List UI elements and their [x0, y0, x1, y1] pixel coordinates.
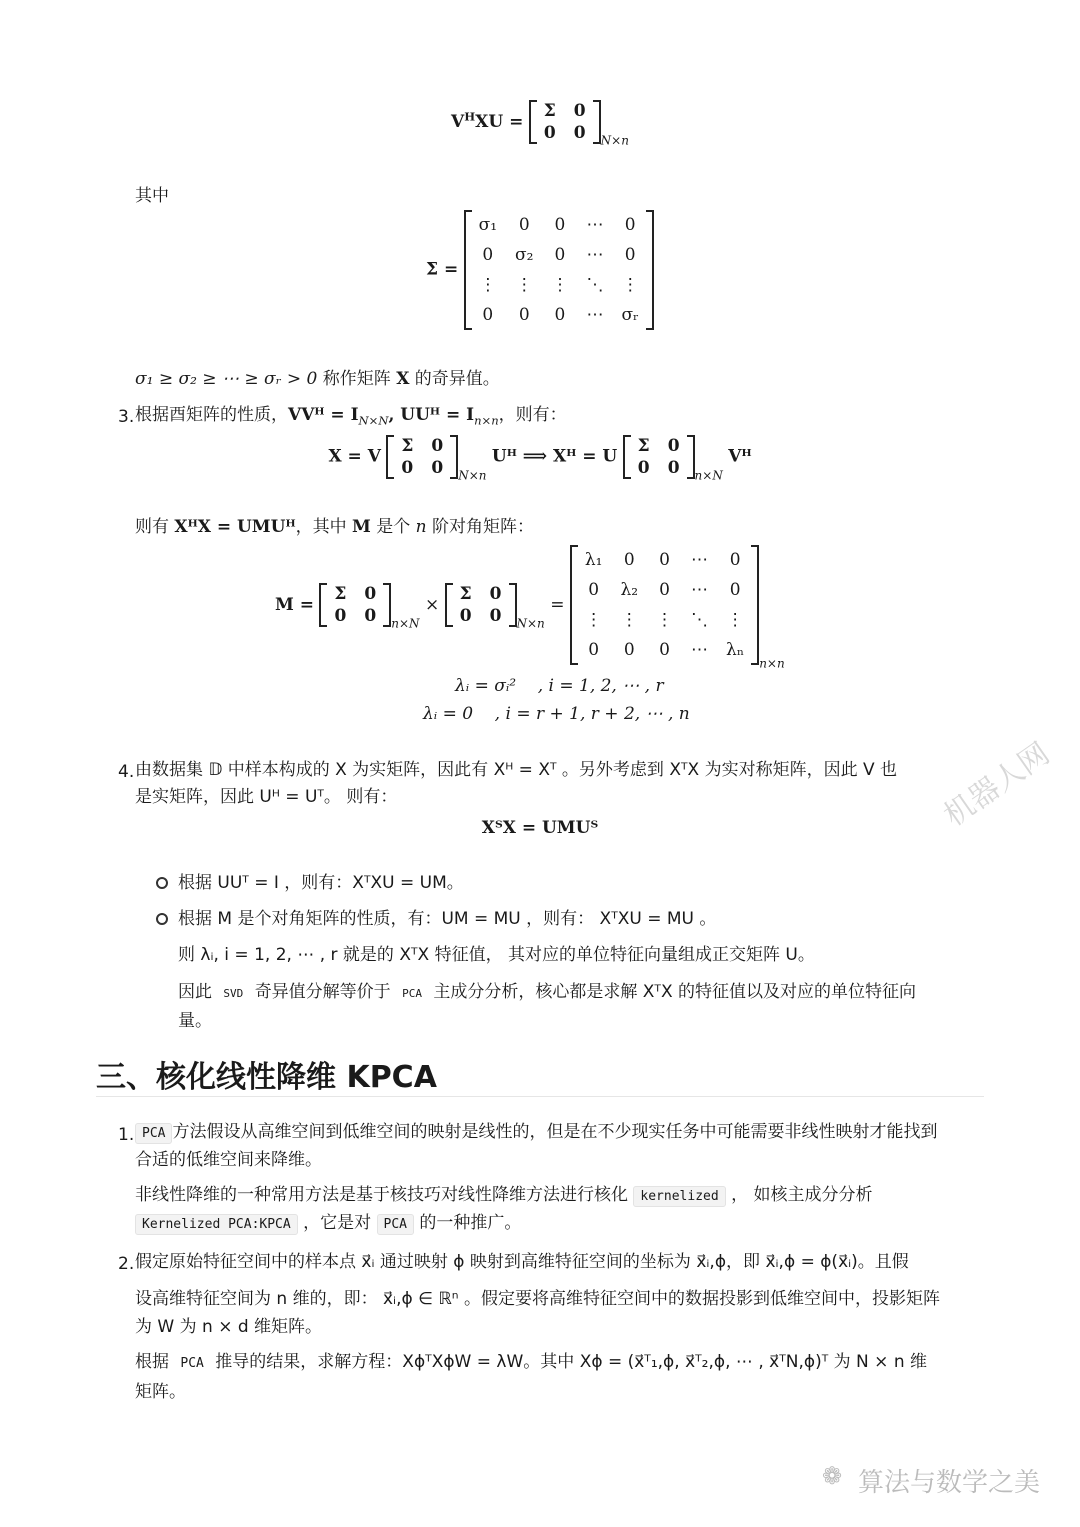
wechat-icon: ❁ [822, 1462, 843, 1490]
kpca2-line4: 根据 PCA 推导的结果，求解方程：XϕᵀXϕW = λW。其中 Xϕ = (x⃗ᵀ₁,ϕ, x⃗ᵀ₂,ϕ, ⋯ , x⃗ᵀN,ϕ)ᵀ 为 N × n 维 [135, 1352, 927, 1372]
item3-then: 则有 XᴴX = UMUᴴ，其中 M 是个 n 阶对角矩阵： [135, 517, 534, 537]
section-heading: 三、核化线性降维 KPCA [96, 1060, 437, 1095]
item4-line2: 是实矩阵，因此 Uᴴ = Uᵀ。 则有： [135, 787, 398, 807]
kpca1-line2: 合适的低维空间来降维。 [135, 1150, 322, 1170]
equation-xtx: XᵀX = UMUᵀ [481, 818, 599, 838]
where-label: 其中 [135, 186, 169, 206]
equation-vhxu: $V^HXU$ = Σ 0 0 0 $_{N\times n}$ [451, 101, 629, 148]
bullet-text-2: 根据 M 是个对角矩阵的性质，有：UM = MU ，则有： XᵀXU = MU 。 [178, 909, 717, 929]
block-matrix: Σ 0 0 0 [445, 583, 517, 627]
lambda-eq-2: λᵢ = 0 , i = r + 1, r + 2, ⋯ , n [423, 704, 690, 724]
list-number: 4. [118, 762, 135, 782]
bullet-para-2-cont: 量。 [178, 1011, 212, 1031]
singular-values-line: σ₁ ≥ σ₂ ≥ ⋯ ≥ σᵣ > 0 称作矩阵 X 的奇异值。 [135, 369, 500, 389]
equation-m: M = Σ 0 0 0 $_{n\times N}$ × Σ 0 0 0 $_{N\times n}$ = λ₁ 0 0 ⋯ 0 0 λ₂ 0 ⋯ 0 ⋮ ⋮ ⋮ ⋱ ⋮ 0 0 0 ⋯ λₙ $_{n\times n}$ [275, 545, 785, 671]
watermark-diagonal: 机器人网 [937, 736, 1057, 834]
block-matrix: Σ 0 0 0 [319, 583, 391, 627]
bullet-para-2: 因此 SVD 奇异值分解等价于 PCA 主成分分析，核心都是求解 XᵀX 的特征值以及对应的单位特征向 [178, 982, 917, 1002]
kpca2-line3: 为 W 为 n × d 维矩阵。 [135, 1317, 323, 1337]
kpca1-line3: 非线性降维的一种常用方法是基于核技巧对线性降维方法进行核化 kernelized ， 如核主成分分析 [135, 1185, 873, 1205]
item3-intro: 根据酉矩阵的性质，VVᴴ = $I_{N\times N}$, UUᴴ = $I_{n\times n}$，则有： [135, 405, 567, 428]
equation-sigma: Σ = σ₁ 0 0 ⋯ 0 0 σ₂ 0 ⋯ 0 ⋮ ⋮ ⋮ ⋱ ⋮ 0 0 0 ⋯ σᵣ [0, 210, 1080, 330]
kpca2-line1: 假定原始特征空间中的样本点 x⃗ᵢ 通过映射 ϕ 映射到高维特征空间的坐标为 x⃗ᵢ,ϕ，即 x⃗ᵢ,ϕ = ϕ(x⃗ᵢ)。且假 [135, 1252, 909, 1272]
lambda-matrix: λ₁ 0 0 ⋯ 0 0 λ₂ 0 ⋯ 0 ⋮ ⋮ ⋮ ⋱ ⋮ 0 0 0 ⋯ λₙ [570, 545, 759, 665]
list-number: 2. [118, 1254, 135, 1274]
kpca1-line4: Kernelized PCA:KPCA ，它是对 PCA 的一种推广。 [135, 1211, 521, 1237]
bullet-circle [156, 877, 168, 889]
item4-line1: 由数据集 𝔻 中样本构成的 X 为实矩阵，因此有 Xᴴ = Xᵀ 。另外考虑到 XᵀX 为实对称矩阵，因此 V 也 [135, 760, 898, 780]
bullet-para-1: 则 λᵢ, i = 1, 2, ⋯ , r 就是的 XᵀX 特征值， 其对应的单位特征向量组成正交矩阵 U。 [178, 945, 815, 965]
bullet-circle [156, 913, 168, 925]
list-number: 3. [118, 407, 135, 427]
kpca1-line1: PCA 方法假设从高维空间到低维空间的映射是线性的，但是在不少现实任务中可能需要非线性映射才能找到 [135, 1120, 937, 1146]
bullet-text-1: 根据 UUᵀ = I ，则有：XᵀXU = UM。 [178, 873, 464, 893]
equation-x-decomp: X = V Σ 0 0 0 $_{N\times n}$ Uᴴ ⟹ Xᴴ = U Σ 0 0 0 $_{n\times N}$ Vᴴ [328, 436, 752, 483]
lambda-eq-1: λᵢ = σᵢ² , i = 1, 2, ⋯ , r [455, 676, 664, 696]
block-matrix: Σ 0 0 0 [623, 435, 695, 479]
kpca2-line5: 矩阵。 [135, 1382, 186, 1402]
block-matrix: Σ 0 0 0 [529, 100, 601, 144]
kpca2-line2: 设高维特征空间为 n 维的，即： x⃗ᵢ,ϕ ∈ ℝⁿ 。假定要将高维特征空间中的数据投影到低维空间中，投影矩阵 [135, 1289, 940, 1309]
sigma-matrix: σ₁ 0 0 ⋯ 0 0 σ₂ 0 ⋯ 0 ⋮ ⋮ ⋮ ⋱ ⋮ 0 0 0 ⋯ σᵣ [464, 210, 654, 330]
list-number: 1. [118, 1125, 135, 1145]
watermark-footer: 算法与数学之美 [858, 1468, 1041, 1498]
heading-divider [96, 1096, 984, 1097]
block-matrix: Σ 0 0 0 [386, 435, 458, 479]
